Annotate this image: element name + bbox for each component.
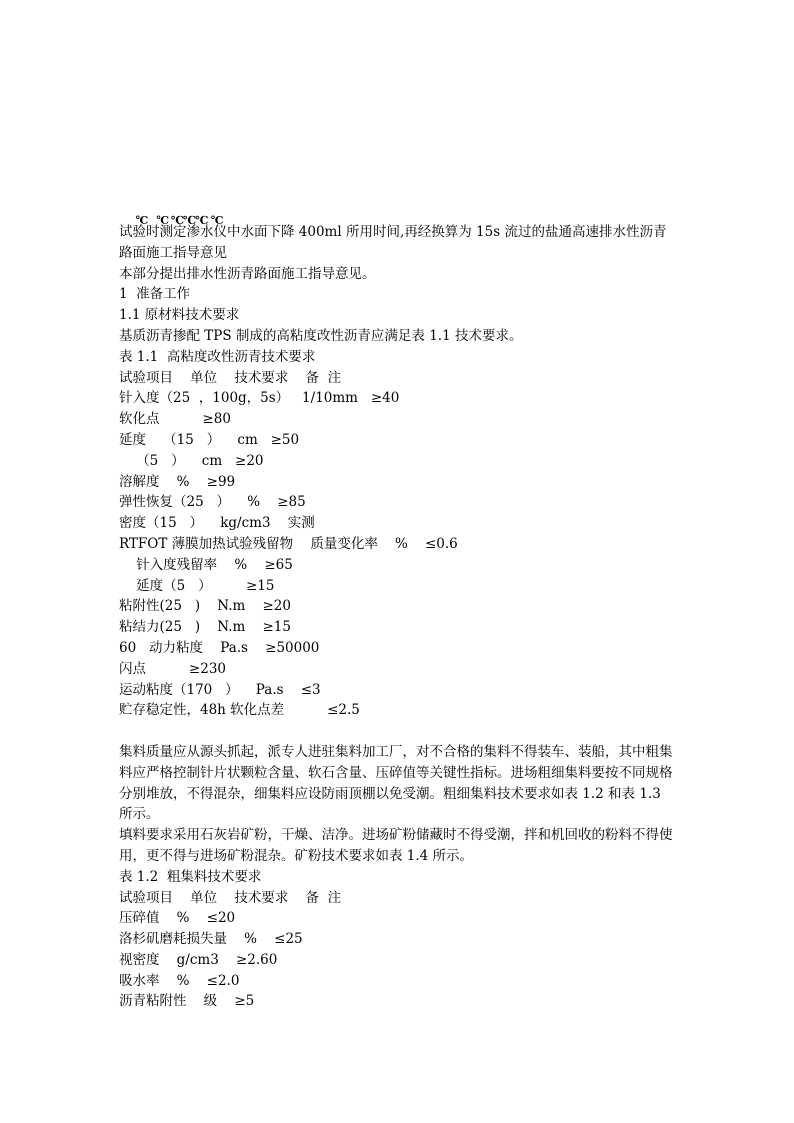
text-line: 密度（15 ） kg/cm3 实测 [119,515,315,532]
text-line: 压碎值 % ≤20 [119,910,236,927]
text-line: 延度（5 ） ≥15 [119,577,275,594]
text-line: 弹性恢复（25 ） % ≥85 [119,494,306,511]
text-line: 试验项目 单位 技术要求 备 注 [119,369,342,386]
text-line: 软化点 ≥80 [119,411,231,428]
text-line: 表 1.2 粗集料技术要求 [119,868,262,885]
text-line: 1.1 原材料技术要求 [119,307,240,324]
text-line: （5 ） cm ≥20 [119,452,264,469]
text-line: 试验时测定渗水仪中水面下降 400ml 所用时间,再经换算为 15s 流过的盐通高速排水性沥青 [119,224,667,240]
text-line: 试验项目 单位 技术要求 备 注 [119,889,342,906]
text-line: 1 准备工作 [119,286,191,303]
text-line: 本部分提出排水性沥青路面施工指导意见。 [119,265,376,282]
text-line: 溶解度 % ≥99 [119,473,236,490]
paragraph: 集料质量应从源头抓起，派专人进驻集料加工厂，对不合格的集料不得装车、装船，其中粗集料应严格控制针片状颗粒含量、软石含量、压碎值等关键性指标。进场粗细集料要按不同规格分别堆放，不得混杂，细集料应设防雨顶棚以免受潮。粗细集料技术要求如表 1.2 和表 1.3 所示。 [119,743,673,823]
text-line: 运动粘度（170 ） Pa.s ≤3 [119,681,321,698]
top-lines [119,222,675,721]
text-line: 洛杉矶磨耗损失量 % ≤25 [119,931,303,948]
text-line: 沥青粘附性 级 ≥5 [119,993,255,1010]
text-line: 吸水率 % ≤2.0 [119,972,240,989]
text-line: 基质沥青掺配 TPS 制成的高粘度改性沥青应满足表 1.1 技术要求。 [119,327,523,344]
text-line: 路面施工指导意见 [119,244,227,261]
bottom-lines [119,867,675,1013]
text-line: 闪点 ≥230 [119,660,226,677]
text-line: 贮存稳定性，48h 软化点差 ≤2.5 [119,702,360,719]
document-body [119,222,675,1012]
overlapping-glyphs: °C °C ℃℃℃ °C [135,214,223,227]
text-line: 视密度 g/cm3 ≥2.60 [119,951,278,968]
paragraphs [119,742,675,867]
text-line: 延度 （15 ） cm ≥50 [119,431,300,448]
text-line: 60 动力粘度 Pa.s ≥50000 [119,639,320,656]
text-line: 针入度（25 ，100g，5s） 1/10mm ≥40 [119,390,400,407]
blank-line [119,721,675,742]
text-line: 粘结力(25 ) N.m ≥15 [119,619,291,636]
text-line: 针入度残留率 % ≥65 [119,556,293,573]
text-line: RTFOT 薄膜加热试验残留物 质量变化率 % ≤0.6 [119,535,458,552]
paragraph: 填料要求采用石灰岩矿粉，干燥、洁净。进场矿粉储藏时不得受潮，拌和机回收的粉料不得使用，更不得与进场矿粉混杂。矿粉技术要求如表 1.4 所示。 [119,827,673,864]
text-line: 粘附性(25 ) N.m ≥20 [119,598,291,615]
text-line: 表 1.1 高粘度改性沥青技术要求 [119,348,316,365]
